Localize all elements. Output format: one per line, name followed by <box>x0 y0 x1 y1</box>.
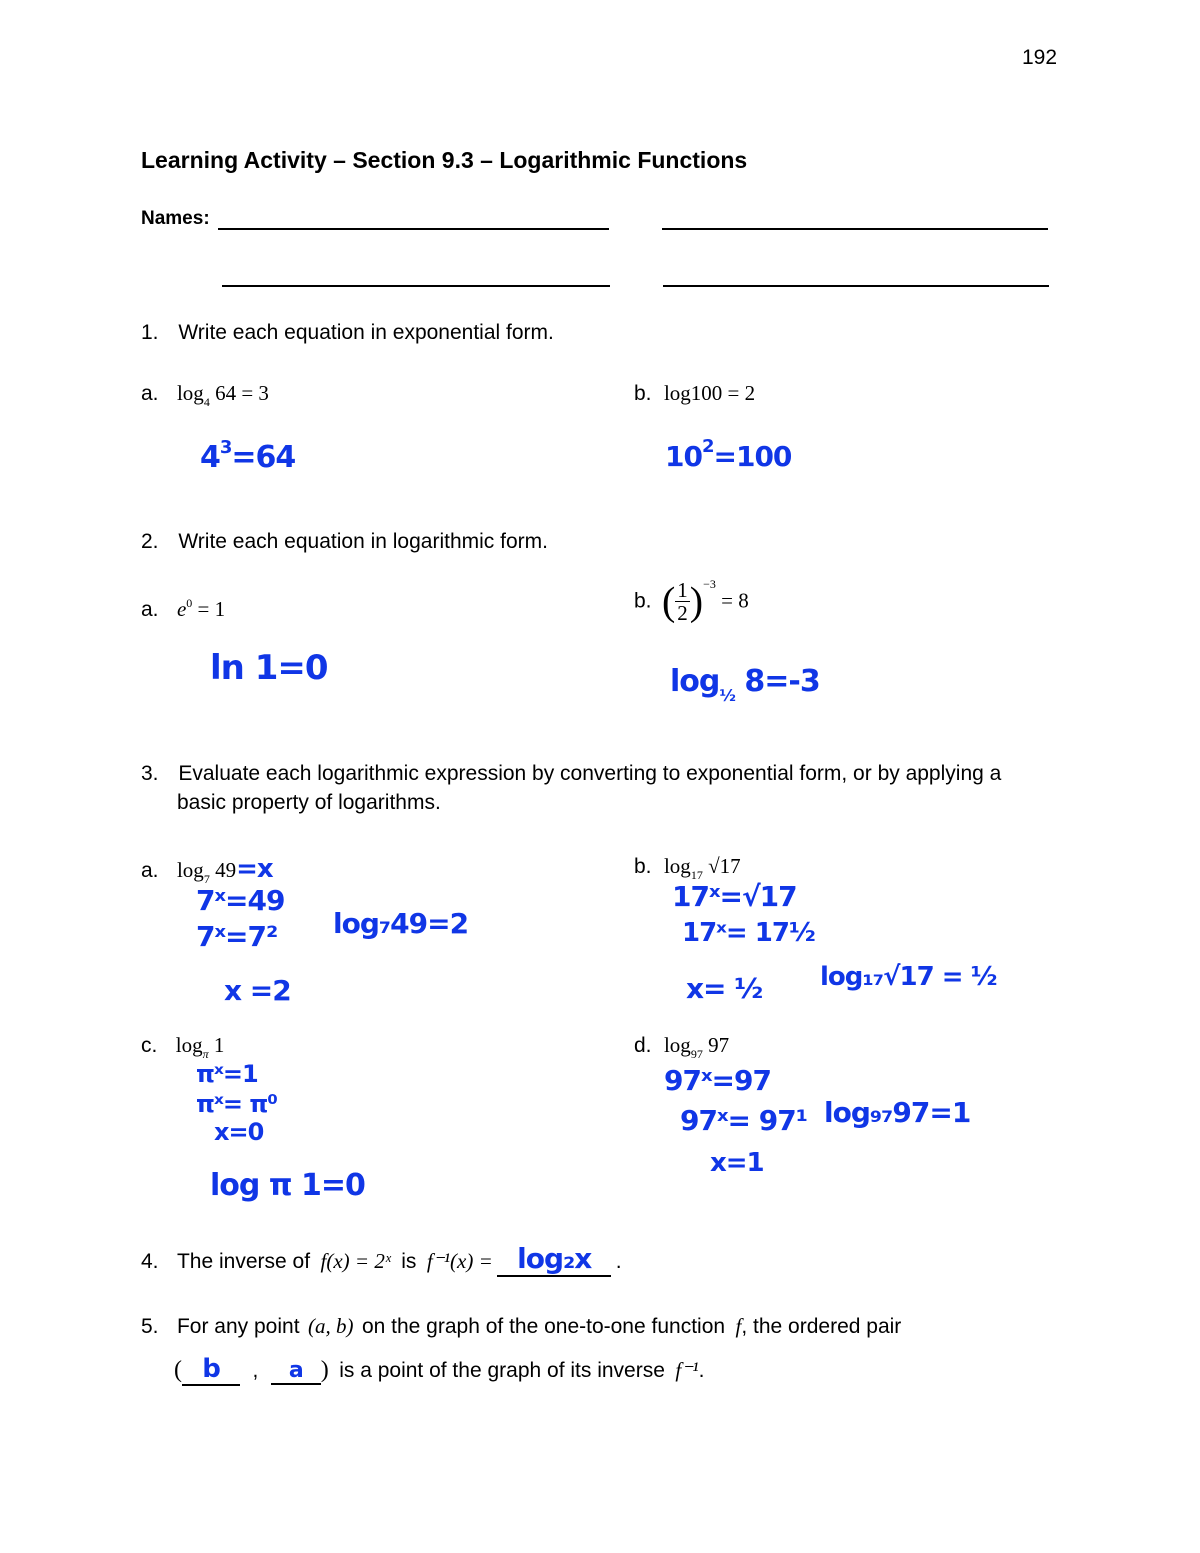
q3c-prompt: c. $\log_\pi 1$ <box>141 1033 225 1061</box>
question-1 <box>141 321 554 345</box>
q3c-work-3: x=0 <box>214 1118 264 1146</box>
question-3-line2: basic property of logarithms. <box>177 791 441 814</box>
q3b-prompt: b. $\log_{17} √17$ <box>634 854 741 882</box>
q3b-work-2: 17ˣ= 17½ <box>682 918 815 948</box>
name-line-3[interactable] <box>222 285 610 287</box>
q3c-result: log π 1=0 <box>210 1168 365 1203</box>
q3d-result: log₉₇97=1 <box>824 1096 971 1129</box>
q3d-work-3: x=1 <box>710 1148 764 1178</box>
q3d-work-2: 97ˣ= 97¹ <box>680 1104 807 1137</box>
q2a-answer: ln 1=0 <box>210 648 328 688</box>
q3c-work-1: πˣ=1 <box>196 1060 258 1088</box>
page-title: Learning Activity – Section 9.3 – Logarithmic Functions <box>141 147 748 173</box>
question-text: Evaluate each logarithmic expression by converting to exponential form, or by applying a <box>178 762 1002 785</box>
question-5: 5. For any point (a, b) on the graph of the one-to-one function f, the ordered pair <box>141 1314 902 1338</box>
q3c-work-2: πˣ= π⁰ <box>196 1090 277 1118</box>
q3d-work-1: 97ˣ=97 <box>664 1064 771 1097</box>
q1a-prompt: a. $\log_4 64 = 3$ <box>141 381 269 409</box>
question-number: 1. <box>141 321 159 344</box>
q3b-work-3: x= ½ <box>686 972 763 1005</box>
q3a-work-2: 7ˣ=7² <box>196 920 278 953</box>
q3b-work-1: 17ˣ=√17 <box>672 880 797 913</box>
q5-answer-blank-2[interactable]: a <box>271 1358 321 1385</box>
question-4: 4. The inverse of f(x) = 2ˣ is f⁻¹(x) = log₂x . <box>141 1242 622 1275</box>
names-label: Names: <box>141 208 210 229</box>
question-2 <box>141 530 548 554</box>
q4-answer-blank[interactable]: log₂x <box>497 1242 611 1277</box>
q2b-answer: $\log_{\frac{1}{2}} 8=-3$ <box>670 664 820 705</box>
name-line-1[interactable] <box>218 228 609 230</box>
question-number: 2. <box>141 530 159 553</box>
q1b-answer: $10^2=100$ <box>665 436 792 473</box>
q3a-prompt: a. $\log_7 49=x$ <box>141 854 273 886</box>
q3a-work-3: x =2 <box>224 974 291 1007</box>
question-5-line2: ( b , a ) is a point of the graph of its inverse f⁻¹. <box>174 1354 705 1384</box>
question-text: Write each equation in exponential form. <box>178 321 554 344</box>
page-number: 192 <box>1022 46 1058 69</box>
q3a-work-1: 7ˣ=49 <box>196 884 285 917</box>
q3d-prompt: d. $\log_{97} 97$ <box>634 1033 730 1061</box>
question-3 <box>141 762 1001 786</box>
q2a-prompt: a. $e^0 = 1$ <box>141 596 226 621</box>
question-number: 3. <box>141 762 159 785</box>
name-line-4[interactable] <box>663 285 1049 287</box>
q2b-prompt: b. ( $\frac{1}{2}$ )$^{-3}$ = 8 <box>634 577 749 625</box>
q3b-result: log₁₇√17 = ½ <box>820 962 997 992</box>
q1b-prompt: b. log100 = 2 <box>634 381 756 405</box>
q1a-answer: $4^3=64$ <box>200 437 296 475</box>
name-line-2[interactable] <box>662 228 1048 230</box>
question-text: Write each equation in logarithmic form. <box>178 530 548 553</box>
q3a-result: log₇49=2 <box>333 907 469 940</box>
q5-answer-blank-1[interactable]: b <box>182 1354 240 1386</box>
